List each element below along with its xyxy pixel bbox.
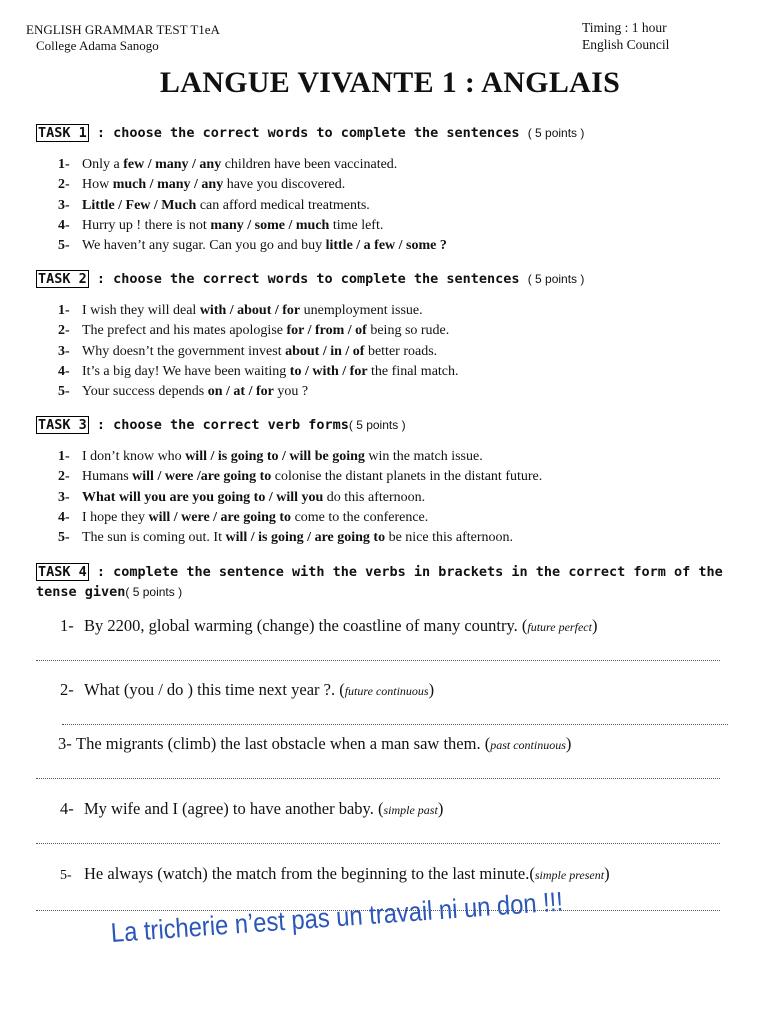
item-text: come to the conference. (291, 509, 429, 525)
item-text: Your success depends (82, 384, 208, 400)
item-number: 1- (58, 157, 70, 172)
question-text: He always (watch) the match from the beginning to the last minute.( (84, 864, 535, 883)
item-choices: to / with / for (289, 363, 368, 379)
item-choices: will / were / are going to (148, 509, 292, 525)
item-text: Why doesn’t the government invest (82, 343, 286, 359)
item-text: can afford medical treatments. (196, 197, 370, 213)
task1-item (58, 216, 447, 236)
item-choices: little / a few / some ? (325, 238, 447, 254)
item-text: unemployment issue. (300, 303, 423, 318)
item-number: 3- (58, 734, 72, 753)
school-name: College Adama Sanogo (36, 38, 159, 53)
item-choices: will / is going / are going to (225, 530, 386, 546)
page-title: LANGUE VIVANTE 1 : ANGLAIS (159, 66, 621, 99)
item-number: 2- (58, 177, 70, 193)
task3-heading (36, 415, 406, 435)
task2-instruction: : choose the correct words to complete the sentences (88, 271, 528, 287)
answer-line[interactable] (36, 843, 720, 844)
item-text: Only a (82, 157, 124, 172)
item-number: 4- (58, 509, 70, 525)
item-choices: about / in / of (285, 343, 365, 359)
task1-heading (36, 123, 584, 143)
test-header-left (26, 22, 220, 54)
task3-item (58, 508, 542, 528)
task4-points: ( 5 points ) (125, 585, 183, 599)
answer-line[interactable] (62, 724, 728, 725)
item-number: 3- (58, 343, 70, 359)
answer-line[interactable] (36, 778, 720, 779)
task4-heading (36, 562, 736, 602)
answer-line[interactable] (36, 660, 720, 661)
item-text: time left. (329, 217, 384, 233)
item-choices: few / many / any (123, 157, 222, 172)
item-text: We haven’t any sugar. Can you go and buy (82, 238, 326, 254)
task3-list (58, 447, 542, 548)
task3-item (58, 447, 542, 467)
footer-note: La tricherie n’est pas un travail ni un don !!! (109, 886, 564, 949)
task1-tag: TASK 1 (38, 125, 87, 141)
question-text: What (you / do ) this time next year ?. ( (84, 680, 345, 699)
task4-question (60, 799, 443, 819)
item-choices: will / is going to / will be going (185, 449, 365, 464)
item-text: It’s a big day! We have been waiting (82, 363, 290, 379)
task3-points: ( 5 points ) (348, 418, 406, 432)
task2-item (58, 342, 459, 362)
council: English Council (582, 37, 670, 52)
item-text: be nice this afternoon. (385, 530, 513, 546)
item-text: colonise the distant planets in the distant future. (271, 469, 543, 485)
item-text: The sun is coming out. It (82, 530, 226, 546)
tense-hint: simple past (383, 803, 438, 817)
task4-tag: TASK 4 (38, 564, 87, 580)
task3-tag: TASK 3 (38, 417, 87, 433)
item-number: 1- (58, 303, 70, 318)
item-text: children have been vaccinated. (221, 157, 398, 172)
item-text: the final match. (367, 363, 459, 379)
item-choices: Little / Few / Much (82, 197, 197, 213)
task2-item (58, 321, 459, 341)
task1-item (58, 155, 447, 175)
item-number: 3- (58, 197, 70, 213)
item-text: Humans (82, 469, 133, 485)
task1-instruction: : choose the correct words to complete the sentences (88, 125, 528, 141)
item-number: 3- (58, 489, 70, 505)
item-text: being so rude. (366, 323, 450, 339)
question-text: ) (437, 799, 444, 818)
test-name: ENGLISH GRAMMAR TEST T1eA (26, 22, 220, 37)
task4-instruction: : complete the sentence with the verbs in brackets in the correct form of the tense given (36, 564, 723, 600)
task1-item (58, 236, 447, 256)
question-text: ) (591, 616, 598, 635)
item-text: The prefect and his mates apologise (82, 323, 287, 339)
task4-question (60, 680, 434, 700)
question-text: ) (428, 680, 435, 699)
item-text: better roads. (364, 343, 438, 359)
item-number: 5- (58, 530, 70, 546)
task4-question (60, 616, 597, 636)
task1-points: ( 5 points ) (527, 126, 585, 140)
task2-item (58, 362, 459, 382)
task4-question (58, 734, 571, 754)
item-choices: will / were /are going to (132, 469, 272, 485)
task2-heading (36, 269, 584, 289)
item-number: 2- (58, 323, 70, 339)
item-number: 4- (58, 217, 70, 233)
item-number: 5- (60, 868, 72, 883)
item-number: 2- (58, 469, 70, 485)
task3-item (58, 528, 542, 548)
item-choices: What will you are you going to / will you (82, 489, 324, 505)
tense-hint: future perfect (527, 620, 592, 634)
question-text: By 2200, global warming (change) the coastline of many country. ( (84, 616, 528, 635)
item-choices: for / from / of (286, 323, 367, 339)
item-number: 1- (60, 616, 74, 635)
item-choices: much / many / any (112, 177, 224, 193)
timing: Timing : 1 hour (582, 20, 667, 35)
task2-points: ( 5 points ) (527, 272, 585, 286)
item-text: I don’t know who (82, 449, 186, 464)
item-text: I wish they will deal (82, 303, 200, 318)
tense-hint: future continuous (344, 684, 429, 698)
item-number: 1- (58, 449, 70, 464)
item-number: 4- (60, 799, 74, 818)
item-text: do this afternoon. (323, 489, 426, 505)
item-text: win the match issue. (364, 449, 483, 464)
task1-item (58, 175, 447, 195)
task1-item (58, 196, 447, 216)
tense-hint: simple present (534, 868, 605, 882)
item-text: Hurry up ! there is not (82, 217, 211, 233)
task3-item (58, 467, 542, 487)
task2-item (58, 301, 459, 321)
item-text: have you discovered. (223, 177, 346, 193)
task1-list (58, 155, 447, 256)
item-text: I hope they (82, 509, 149, 525)
task2-tag: TASK 2 (38, 271, 87, 287)
test-header-right (582, 19, 669, 53)
item-choices: on / at / for (207, 384, 274, 400)
task2-list (58, 301, 459, 402)
task3-instruction: : choose the correct verb forms (88, 417, 349, 433)
item-text: How (82, 177, 113, 193)
question-text: My wife and I (agree) to have another baby. ( (84, 799, 384, 818)
task4-question (60, 864, 610, 884)
task3-item (58, 488, 542, 508)
question-text: ) (604, 864, 610, 883)
tense-hint: past continuous (490, 738, 566, 752)
item-number: 4- (58, 363, 70, 379)
task2-item (58, 382, 459, 402)
item-number: 5- (58, 238, 70, 254)
item-number: 2- (60, 680, 74, 699)
question-text: The migrants (climb) the last obstacle when a man saw them. ( (76, 734, 491, 753)
item-number: 5- (58, 384, 70, 400)
question-text: ) (565, 734, 572, 753)
item-choices: with / about / for (199, 303, 301, 318)
item-choices: many / some / much (210, 217, 330, 233)
item-text: you ? (273, 384, 309, 400)
